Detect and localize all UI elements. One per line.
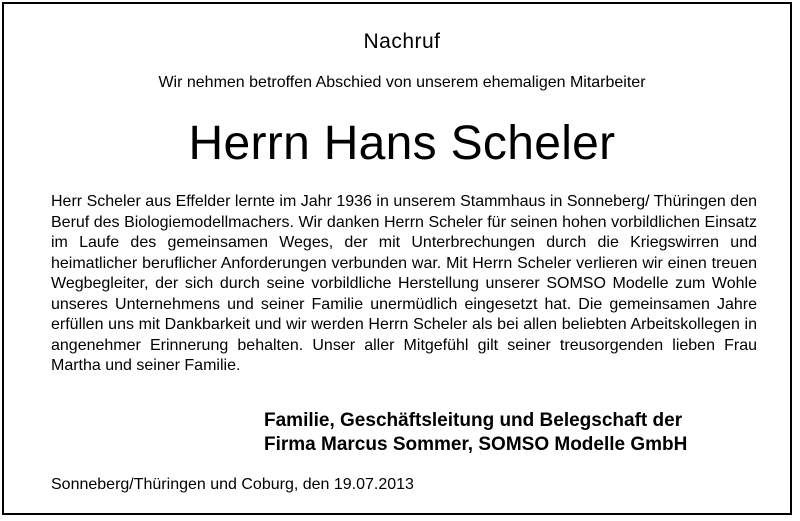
notice-body: Herr Scheler aus Effelder lernte im Jahr 1936 in unserem Stammhaus in Sonneberg/ Thüringen den Beruf des Biologiemodellmachers. Wir danken Herrn Scheler für seinen hohen vorbildlichen Einsatz im Laufe des gemeinsamen Weges, der mit Unterbrechungen durch die Kriegswirren und heimatlicher beruflicher Anforderungen verbunden war. Mit Herrn Scheler verlieren wir einen treuen Wegbegleiter, der sich durch seine vorbildliche Herstellung unserer SOMSO Modelle zum Wohle unseres Unternehmens und seiner Familie unermüdlich eingesetzt hat. Die gemeinsamen Jahre erfüllen uns mit Dankbarkeit und wir werden Herrn Scheler als bei allen beliebten Arbeitskollegen in angenehmer Erinnerung behalten. Unser aller Mitgefühl gilt seiner treusorgenden lieben Frau Martha und seiner Familie.: [51, 193, 757, 374]
notice-intro: Wir nehmen betroffen Abschied von unserem ehemaligen Mitarbeiter: [158, 74, 646, 91]
notice-heading: Nachruf: [363, 30, 441, 53]
notice-frame: [2, 2, 792, 515]
deceased-name: Herrn Hans Scheler: [188, 117, 616, 170]
signature-block: [264, 409, 784, 457]
signature-line-1: Familie, Geschäftsleitung und Belegschaft der: [264, 410, 683, 431]
signature-line-2: Firma Marcus Sommer, SOMSO Modelle GmbH: [264, 434, 688, 455]
place-date: Sonneberg/Thüringen und Coburg, den 19.07.2013: [51, 476, 414, 493]
